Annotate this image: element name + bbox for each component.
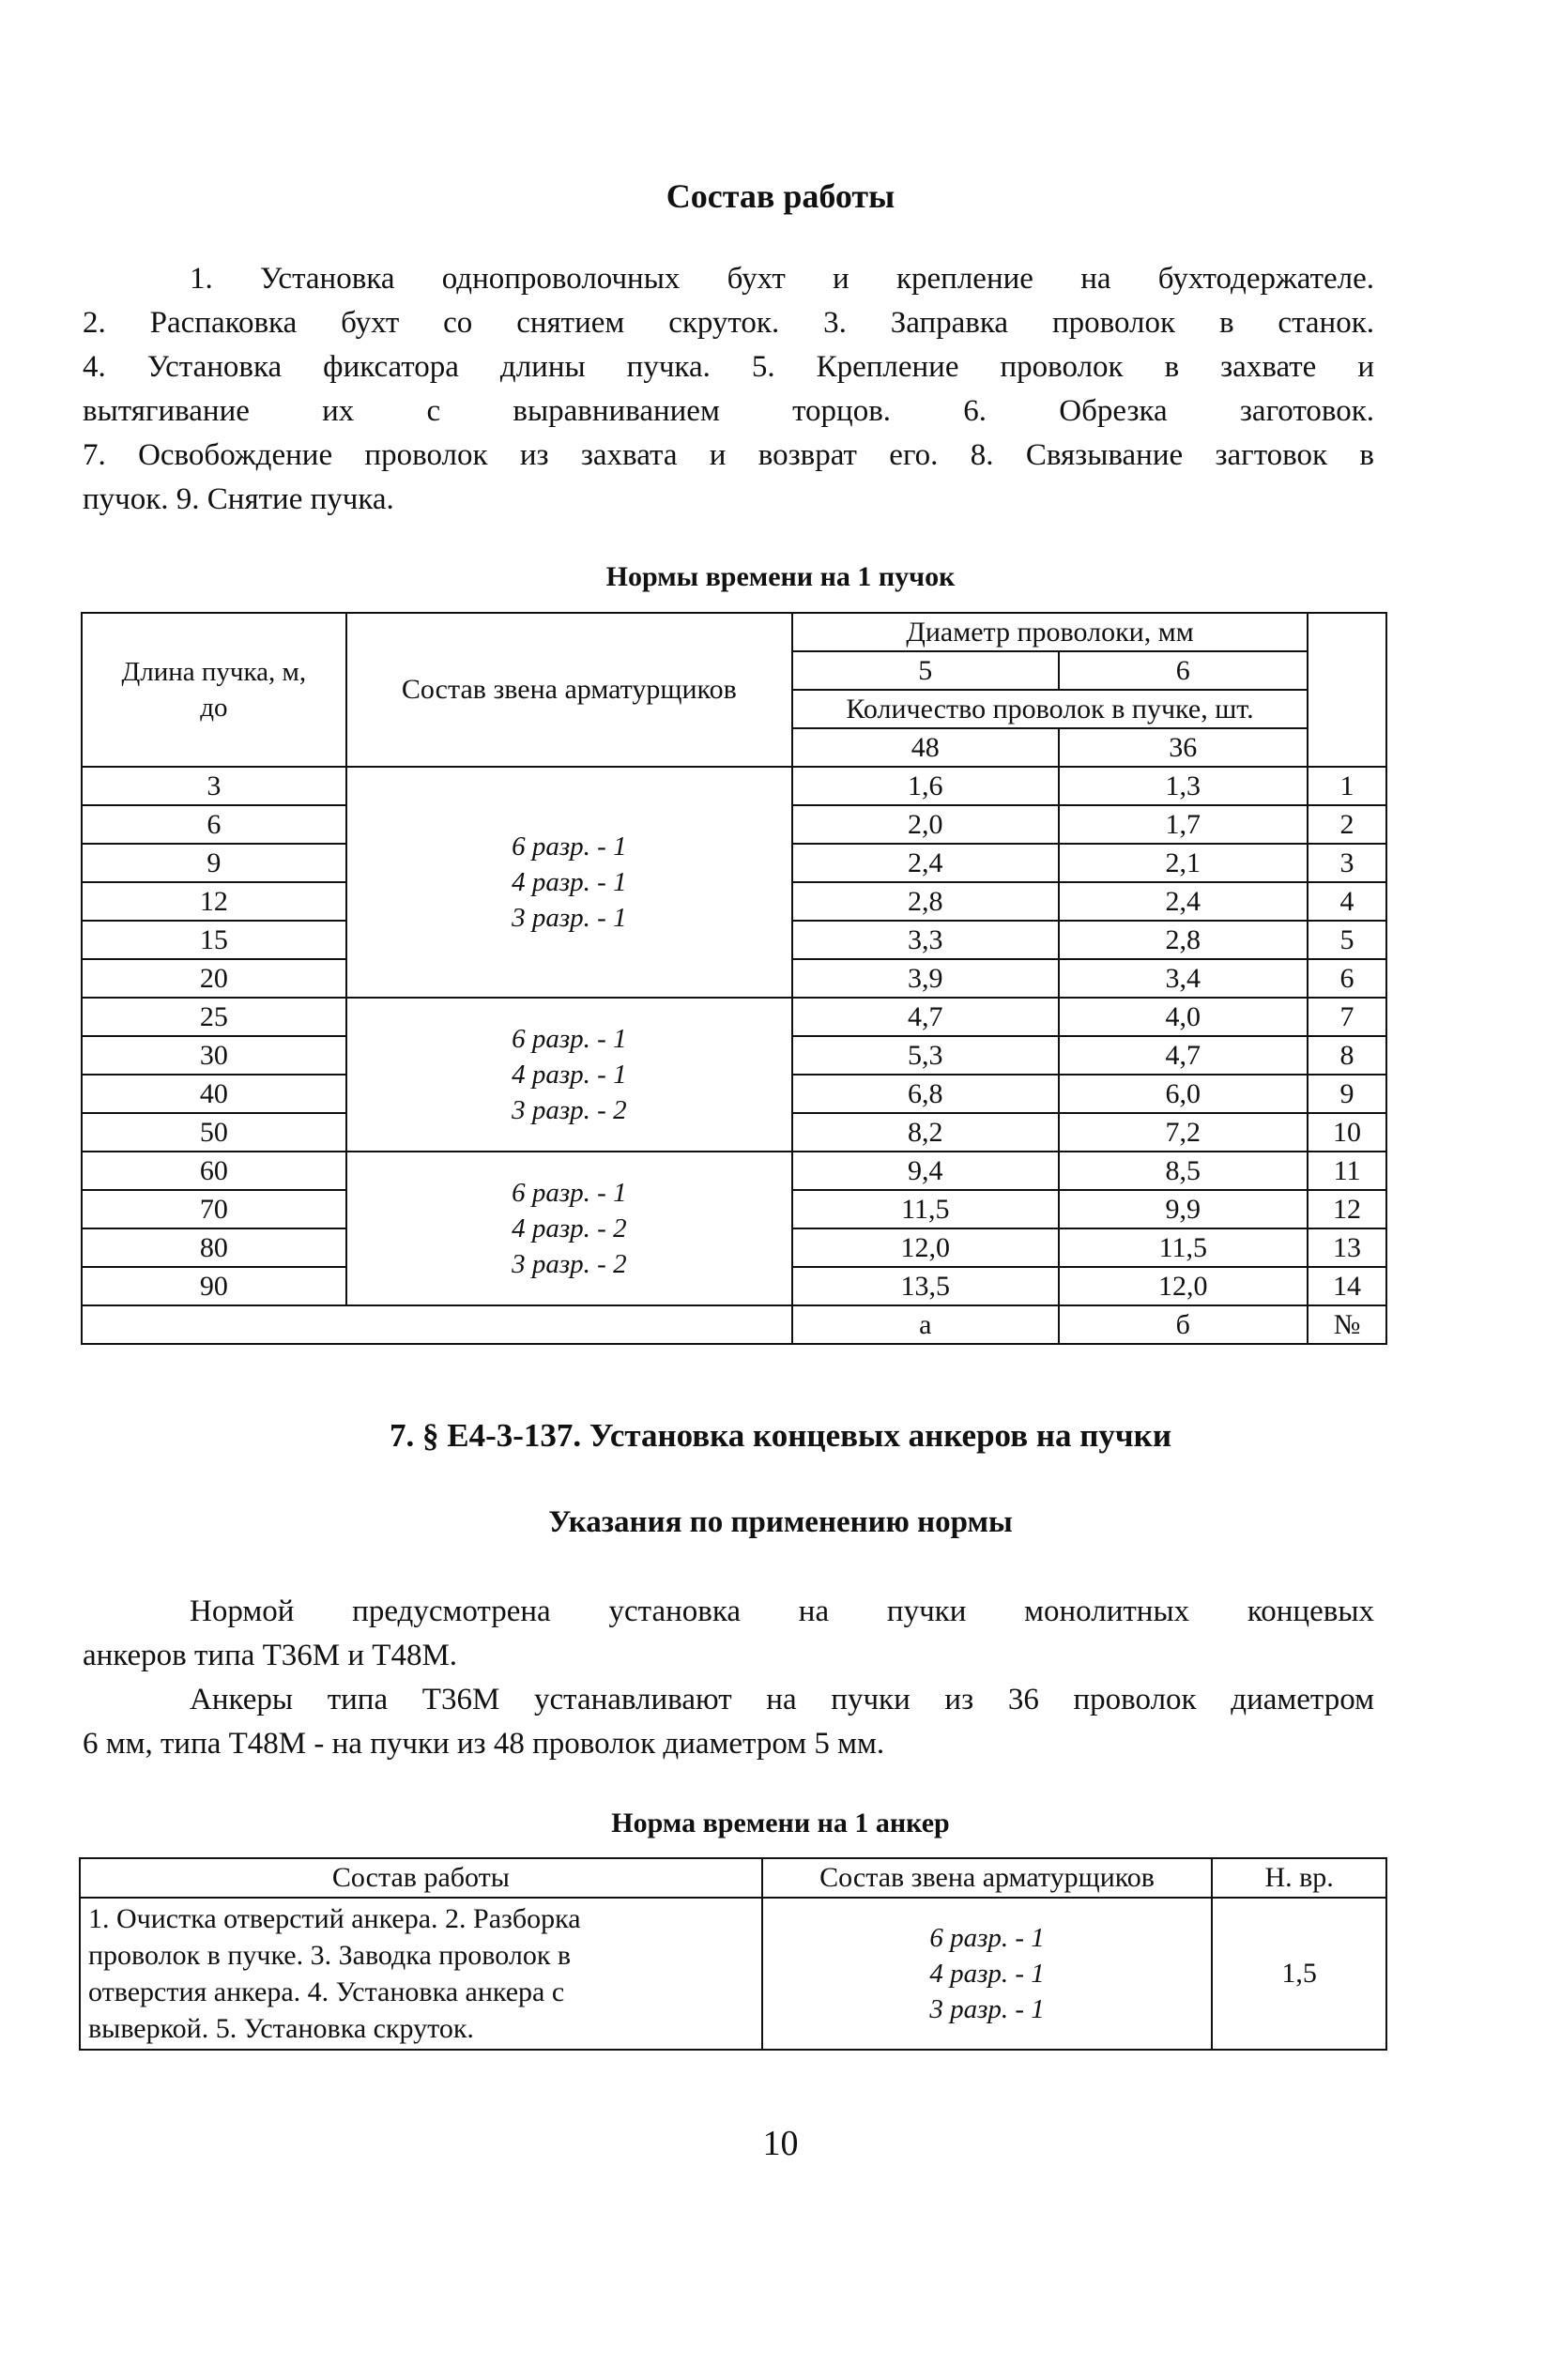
crew-line: 6 разр. - 1 xyxy=(929,1923,1045,1953)
head-length xyxy=(82,613,346,767)
crew-line: 4 разр. - 1 xyxy=(512,867,627,897)
crew-line: 3 разр. - 1 xyxy=(512,903,627,933)
sostav-line-3: 4. Установка фиксатора длины пучка. 5. Крепление проволок в захвате и xyxy=(83,350,1374,384)
work-line: отверстия анкера. 4. Установка анкера с xyxy=(88,1976,565,2007)
footer-a: а xyxy=(792,1305,1059,1344)
crew-line: 6 разр. - 1 xyxy=(512,831,627,862)
cell-b: 7,2 xyxy=(1059,1113,1308,1152)
cell-length: 25 xyxy=(82,998,346,1036)
cell-no: 8 xyxy=(1308,1036,1386,1075)
cell-length: 12 xyxy=(82,882,346,921)
cell-no: 11 xyxy=(1308,1152,1386,1190)
cell-a: 9,4 xyxy=(792,1152,1059,1190)
head-diameter: Диаметр проволоки, мм xyxy=(792,613,1308,651)
cell-length: 40 xyxy=(82,1075,346,1113)
footer-no: № xyxy=(1308,1305,1386,1344)
anchor-norm-table xyxy=(79,1857,1387,2051)
work-line: 1. Очистка отверстий анкера. 2. Разборка xyxy=(88,1903,581,1934)
cell-b: 9,9 xyxy=(1059,1190,1308,1228)
cell-no: 5 xyxy=(1308,921,1386,959)
section-title: 7. § Е4-3-137. Установка концевых анкеров на пучки xyxy=(390,1417,1171,1454)
cell-length: 6 xyxy=(82,805,346,844)
cell-no: 9 xyxy=(1308,1075,1386,1113)
cell-a: 8,2 xyxy=(792,1113,1059,1152)
sostav-line-6: пучок. 9. Снятие пучка. xyxy=(83,482,394,516)
cell-a: 2,8 xyxy=(792,882,1059,921)
para1-line-1: Нормой предусмотрена установка на пучки монолитных концевых xyxy=(190,1594,1374,1628)
cell-no: 3 xyxy=(1308,844,1386,882)
cell-length: 20 xyxy=(82,959,346,998)
cell-b: 12,0 xyxy=(1059,1267,1308,1305)
table-row xyxy=(82,998,1386,1036)
cell-no: 14 xyxy=(1308,1267,1386,1305)
cell-b: 4,0 xyxy=(1059,998,1308,1036)
cell-length: 3 xyxy=(82,767,346,805)
head-d5: 5 xyxy=(792,651,1059,690)
page-number: 10 xyxy=(762,2124,799,2163)
cell-length: 80 xyxy=(82,1228,346,1267)
cell-length: 70 xyxy=(82,1190,346,1228)
crew-line: 3 разр. - 2 xyxy=(512,1095,627,1125)
cell-length: 15 xyxy=(82,921,346,959)
sostav-line-5: 7. Освобождение проволок из захвата и возврат его. 8. Связывание загтовок в xyxy=(83,438,1374,472)
sostav-line-4: вытягивание их с выравниванием торцов. 6. Обрезка заготовок. xyxy=(83,394,1374,428)
cell-b: 1,3 xyxy=(1059,767,1308,805)
cell-a: 4,7 xyxy=(792,998,1059,1036)
cell-a: 5,3 xyxy=(792,1036,1059,1075)
cell-a: 3,3 xyxy=(792,921,1059,959)
crew-line: 3 разр. - 2 xyxy=(512,1249,627,1279)
cell-crew xyxy=(346,1152,792,1305)
cell-crew xyxy=(346,998,792,1152)
cell-b: 6,0 xyxy=(1059,1075,1308,1113)
crew-line: 4 разр. - 1 xyxy=(512,1060,627,1090)
head-crew: Состав звена арматурщиков xyxy=(346,613,792,767)
para2-line-1: Анкеры типа Т36М устанавливают на пучки из 36 проволок диаметром xyxy=(190,1683,1374,1716)
para1-line-2: анкеров типа Т36М и Т48М. xyxy=(83,1639,458,1672)
work-line: проволок в пучке. 3. Заводка проволок в xyxy=(88,1940,572,1971)
head-count: Количество проволок в пучке, шт. xyxy=(792,690,1308,728)
crew-line: 3 разр. - 1 xyxy=(929,1994,1045,2024)
cell-a: 3,9 xyxy=(792,959,1059,998)
cell-length: 60 xyxy=(82,1152,346,1190)
sostav-title: Состав работы xyxy=(666,177,895,215)
footer-blank xyxy=(82,1305,792,1344)
cell-a: 2,0 xyxy=(792,805,1059,844)
instructions-paragraph-2 xyxy=(83,1678,1374,1766)
head-n36: 36 xyxy=(1059,728,1308,767)
cell-a: 12,0 xyxy=(792,1228,1059,1267)
cell-length: 90 xyxy=(82,1267,346,1305)
table-footer-row xyxy=(82,1305,1386,1344)
cell-no: 1 xyxy=(1308,767,1386,805)
cell-crew xyxy=(346,767,792,998)
cell-a: 1,6 xyxy=(792,767,1059,805)
cell-no: 6 xyxy=(1308,959,1386,998)
cell-a: 13,5 xyxy=(792,1267,1059,1305)
footer-b: б xyxy=(1059,1305,1308,1344)
cell-b: 2,4 xyxy=(1059,882,1308,921)
cell-b: 11,5 xyxy=(1059,1228,1308,1267)
norms-table xyxy=(81,612,1387,1345)
head-d6: 6 xyxy=(1059,651,1308,690)
cell-length: 50 xyxy=(82,1113,346,1152)
cell-b: 4,7 xyxy=(1059,1036,1308,1075)
para2-line-2: 6 мм, типа Т48М - на пучки из 48 проволок диаметром 5 мм. xyxy=(83,1727,885,1761)
crew-line: 4 разр. - 2 xyxy=(512,1213,627,1243)
sostav-line-2: 2. Распаковка бухт со снятием скруток. 3. Заправка проволок в станок. xyxy=(83,306,1374,340)
table2-caption: Норма времени на 1 анкер xyxy=(611,1808,950,1838)
head-norm: Н. вр. xyxy=(1212,1858,1386,1898)
head-blank xyxy=(1308,613,1386,767)
head-n48: 48 xyxy=(792,728,1059,767)
cell-b: 2,1 xyxy=(1059,844,1308,882)
cell-norm: 1,5 xyxy=(1212,1898,1386,2050)
cell-length: 9 xyxy=(82,844,346,882)
cell-no: 12 xyxy=(1308,1190,1386,1228)
cell-no: 2 xyxy=(1308,805,1386,844)
cell-length: 30 xyxy=(82,1036,346,1075)
sostav-line-1: 1. Установка однопроволочных бухт и крепление на бухтодержателе. xyxy=(190,262,1374,296)
table1-caption: Нормы времени на 1 пучок xyxy=(605,561,956,592)
head-work: Состав работы xyxy=(80,1858,762,1898)
table-row xyxy=(80,1898,1386,2050)
cell-b: 2,8 xyxy=(1059,921,1308,959)
table-row xyxy=(82,767,1386,805)
cell-no: 13 xyxy=(1308,1228,1386,1267)
instructions-paragraph-1 xyxy=(83,1590,1374,1678)
cell-a: 11,5 xyxy=(792,1190,1059,1228)
cell-no: 4 xyxy=(1308,882,1386,921)
cell-a: 2,4 xyxy=(792,844,1059,882)
cell-no: 7 xyxy=(1308,998,1386,1036)
table-row xyxy=(82,1152,1386,1190)
cell-a: 6,8 xyxy=(792,1075,1059,1113)
cell-b: 8,5 xyxy=(1059,1152,1308,1190)
cell-work xyxy=(80,1898,762,2050)
work-line: выверкой. 5. Установка скруток. xyxy=(88,2013,474,2044)
instructions-title: Указания по применению нормы xyxy=(548,1505,1013,1539)
cell-b: 1,7 xyxy=(1059,805,1308,844)
head-length-text: Длина пучка, м, до xyxy=(121,657,307,723)
cell-no: 10 xyxy=(1308,1113,1386,1152)
head-crew: Состав звена арматурщиков xyxy=(762,1858,1212,1898)
sostav-paragraph xyxy=(83,257,1374,522)
crew-line: 6 разр. - 1 xyxy=(512,1178,627,1208)
crew-line: 6 разр. - 1 xyxy=(512,1024,627,1054)
cell-crew xyxy=(762,1898,1212,2050)
cell-b: 3,4 xyxy=(1059,959,1308,998)
crew-line: 4 разр. - 1 xyxy=(929,1959,1045,1989)
